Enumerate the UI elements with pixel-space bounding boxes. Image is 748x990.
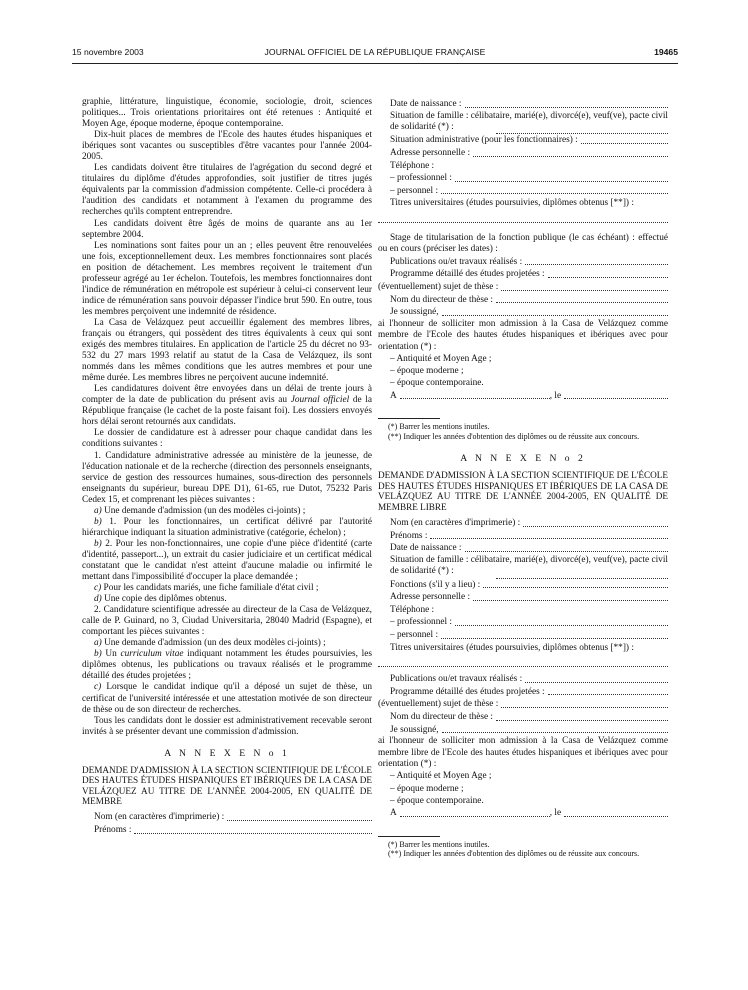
annexe-1-heading: A N N E X E N o 1 [164, 747, 290, 759]
paragraph: graphie, littérature, linguistique, économie, sociologie, droit, sciences politiques... Trois orientations prioritaires ont été retenues : Antiquité et Moyen Age, époque moderne, époque contemporaine. [82, 97, 372, 130]
list-item: b) Un curriculum vitae indiquant notamment les études poursuivies, les diplômes obtenus, les publications ou travaux réalisés et le programme détaillé des études projetées ; [82, 649, 372, 682]
footnote: (**) Indiquer les années d'obtention des diplômes ou de réussite aux concours. [388, 849, 640, 859]
footnote: (**) Indiquer les années d'obtention des diplômes ou de réussite aux concours. [388, 431, 640, 441]
form-field-lieu-date[interactable]: A , le [378, 807, 668, 820]
orientation-option[interactable]: – Antiquité et Moyen Age ; [390, 353, 492, 364]
form-field-telephone: Téléphone : [390, 160, 435, 171]
form-field-tel-pro[interactable]: – professionnel : [378, 172, 668, 185]
form-field-adresse[interactable]: Adresse personnelle : [378, 147, 668, 160]
left-column [82, 97, 372, 837]
form-field-titres[interactable]: Titres universitaires (études poursuivies, diplômes obtenus [**]) : [390, 642, 634, 653]
page-number: 19465 [654, 47, 678, 57]
list-item: c) Lorsque le candidat indique qu'il a déposé un sujet de thèse, un certificat de l'université intéressée et une attestation motivée de son directeur de thèse ou de son directeur de recherches. [82, 682, 372, 715]
footnote-rule [378, 418, 440, 419]
form-field-programme[interactable]: Programme détaillé des études projetées : [378, 268, 668, 281]
paragraph: Dix-huit places de membres de l'Ecole des hautes études hispaniques et ibériques sont vacantes ou susceptibles d'être vacantes pour l'année 2004-2005. [82, 130, 372, 163]
form-field-soussigne[interactable]: Je soussigné, [378, 306, 668, 319]
header-rule [72, 63, 678, 64]
orientation-option[interactable]: – époque moderne ; [390, 783, 464, 794]
footnote: (*) Barrer les mentions inutiles. [388, 839, 490, 849]
form-field-programme[interactable]: Programme détaillé des études projetées : [378, 686, 668, 699]
header-date: 15 novembre 2003 [72, 47, 144, 57]
form-field-fonctions[interactable]: Fonctions (s'il y a lieu) : [378, 579, 668, 592]
form-field-tel-pro[interactable]: – professionnel : [378, 616, 668, 629]
list-item: d) Une copie des diplômes obtenus. [94, 594, 227, 605]
form-field-directeur[interactable]: Nom du directeur de thèse : [378, 711, 668, 724]
list-item: b) 2. Pour les non-fonctionnaires, une copie d'une pièce d'identité (carte d'identité, passeport...), un extrait du casier judiciaire et un certificat médical constatant que le candidat n'est atteint d'aucune maladie ou infirmité le mettant dans l'impossibilité d'occuper la place demandée ; [82, 538, 372, 583]
form-field-situation-famille[interactable]: Situation de famille : célibataire, marié(e), divorcé(e), veuf(ve), pacte civil de solidarité (*) : [390, 110, 668, 132]
orientation-option[interactable]: – époque contemporaine. [390, 378, 484, 389]
honneur-text: ai l'honneur de solliciter mon admission à la Casa de Velázquez comme membre libre de l'Ecole des hautes études hispaniques et ibériques avec pour orientation (*) : [378, 736, 668, 769]
form-field-tel-perso[interactable]: – personnel : [378, 629, 668, 642]
honneur-text: ai l'honneur de solliciter mon admission à la Casa de Velázquez comme membre de l'Ecole des hautes études hispaniques et ibériques avec pour orientation (*) : [378, 318, 668, 352]
footnote-rule [378, 836, 440, 837]
form-field-lieu-date[interactable]: A , le [378, 390, 668, 403]
form-field-directeur[interactable]: Nom du directeur de thèse : [378, 294, 668, 307]
paragraph: Les candidatures doivent être envoyées dans un délai de trente jours à compter de la date de publication du présent avis au Journal officiel de la République française (le cachet de la poste faisant foi). Les dossiers envoyés hors délai seront retournés aux candidats. [82, 384, 373, 428]
list-item: a) Une demande d'admission (un des deux modèles ci-joints) ; [94, 638, 326, 649]
orientation-option[interactable]: – époque contemporaine. [390, 795, 484, 806]
form-field-telephone: Téléphone : [390, 604, 435, 615]
form-field-nom[interactable]: Nom (en caractères d'imprimerie) : [82, 811, 372, 824]
form-field-sujet[interactable]: (éventuellement) sujet de thèse : [378, 281, 668, 294]
form-line[interactable] [378, 654, 668, 667]
list-item: c) Pour les candidats mariés, une fiche familiale d'état civil ; [94, 583, 319, 594]
form-field-publications[interactable]: Publications ou/et travaux réalisés : [378, 673, 668, 686]
form-line[interactable] [378, 210, 668, 223]
form-field-nom[interactable]: Nom (en caractères d'imprimerie) : [378, 517, 668, 530]
paragraph: La Casa de Velázquez peut accueillir également des membres libres, français ou étrangers, qui possèdent des titres équivalents à ceux qui sont exigés des membres titulaires. En application de l'article 25 du décret no 93-532 du 27 mars 1993 relatif au statut de la Casa de Velázquez, ils sont nommés dans les mêmes conditions que les autres membres et pour une même durée. Les membres libres ne perçoivent aucune indemnité. [82, 317, 372, 384]
form-field-publications[interactable]: Publications ou/et travaux réalisés : [378, 256, 668, 269]
form-field-date-naissance[interactable]: Date de naissance : [378, 98, 668, 111]
form-field-situation-famille[interactable]: Situation de famille : célibataire, marié(e), divorcé(e), veuf(ve), pacte civil de solidarité (*) : [390, 554, 668, 577]
paragraph: Les candidats doivent être titulaires de l'agrégation du second degré et titulaires du diplôme d'études approfondies, soit justifier de titres jugés équivalents par la commission d'admission compétente. Celle-ci procédera à l'audition des candidats et notamment à l'examen du programme des recherches qu'ils comptent entreprendre. [82, 163, 372, 218]
form-field-titres[interactable]: Titres universitaires (études poursuivies, diplômes obtenus [**]) : [390, 198, 634, 209]
orientation-option[interactable]: – Antiquité et Moyen Age ; [390, 771, 492, 782]
page-header [72, 47, 678, 61]
footnote: (*) Barrer les mentions inutiles. [388, 422, 490, 432]
form-field-sujet[interactable]: (éventuellement) sujet de thèse : [378, 698, 668, 711]
paragraph: Les candidats doivent être âgés de moins de quarante ans au 1er septembre 2004. [82, 218, 372, 240]
list-item: a) Une demande d'admission (un des modèles ci-joints) ; [94, 505, 306, 516]
journal-title: JOURNAL OFFICIEL DE LA RÉPUBLIQUE FRANÇAISE [264, 47, 486, 57]
form-field-soussigne[interactable]: Je soussigné, [378, 724, 668, 737]
annexe-2-title: DEMANDE D'ADMISSION À LA SECTION SCIENTIFIQUE DE L'ÉCOLE DES HAUTES ÉTUDES HISPANIQUES ET IBÉRIQUES DE LA CASA DE VELÁZQUEZ AU TITRE DE L'ANNÉE 2004-2005, EN QUALITÉ DE MEMBRE LIBRE [378, 470, 668, 512]
paragraph: Tous les candidats dont le dossier est administrativement recevable seront invités à se présenter devant une commission d'admission. [82, 715, 372, 737]
paragraph: Les nominations sont faites pour un an ; elles peuvent être renouvelées une fois, exceptionnellement deux. Les membres fonctionnaires sont placés en position de détachement. Les membres reçoivent le traitement d'un professeur agrégé au 1er échelon. Toutefois, les membres fonctionnaires dont l'indice de rémunération en métropole est supérieur à celui-ci conservent leur indice de rémunération sans pouvoir dépasser l'indice brut 590. En outre, tous les membres perçoivent une indemnité de résidence. [82, 240, 372, 317]
annexe-1-title: DEMANDE D'ADMISSION À LA SECTION SCIENTIFIQUE DE L'ÉCOLE DES HAUTES ÉTUDES HISPANIQUES ET IBÉRIQUES DE LA CASA DE VELÁZQUEZ AU TITRE DE L'ANNÉE 2004-2005, EN QUALITÉ DE MEMBRE [82, 764, 372, 806]
orientation-option[interactable]: – époque moderne ; [390, 366, 464, 377]
form-field-date-naissance[interactable]: Date de naissance : [378, 542, 668, 555]
list-item: b) 1. Pour les fonctionnaires, un certificat délivré par l'autorité hiérarchique indiquant la situation administrative (catégorie, échelon) ; [82, 516, 372, 538]
paragraph: Le dossier de candidature est à adresser pour chaque candidat dans les conditions suivantes : [82, 428, 372, 450]
form-field-stage[interactable]: Stage de titularisation de la fonction publique (le cas échéant) : effectué ou en cours (préciser les dates) : [378, 232, 668, 255]
form-field-prenoms[interactable]: Prénoms : [82, 824, 372, 837]
form-field-adresse[interactable]: Adresse personnelle : [378, 591, 668, 604]
paragraph: 1. Candidature administrative adressée au ministère de la jeunesse, de l'éducation nationale et de la recherche (direction des personnels enseignants, service de gestion des ressources humaines, sous-direction des personnels enseignants du supérieur, bureau DPE D1), 61-65, rue Dutot, 75232 Paris Cedex 15, et comprenant les pièces suivantes : [82, 450, 372, 505]
right-column [378, 98, 668, 859]
form-field-prenoms[interactable]: Prénoms : [378, 530, 668, 543]
form-field-tel-perso[interactable]: – personnel : [378, 185, 668, 198]
annexe-2-heading: A N N E X E N o 2 [460, 453, 586, 465]
journal-officiel-italic: Journal officiel [290, 395, 350, 406]
paragraph: 2. Candidature scientifique adressée au directeur de la Casa de Velázquez, calle de P. Guinard, no 3, Ciudad Universitaria, 28040 Madrid (Espagne), et comportant les pièces suivantes : [82, 605, 372, 638]
form-field-situation-admin[interactable]: Situation administrative (pour les fonctionnaires) : [378, 134, 668, 147]
